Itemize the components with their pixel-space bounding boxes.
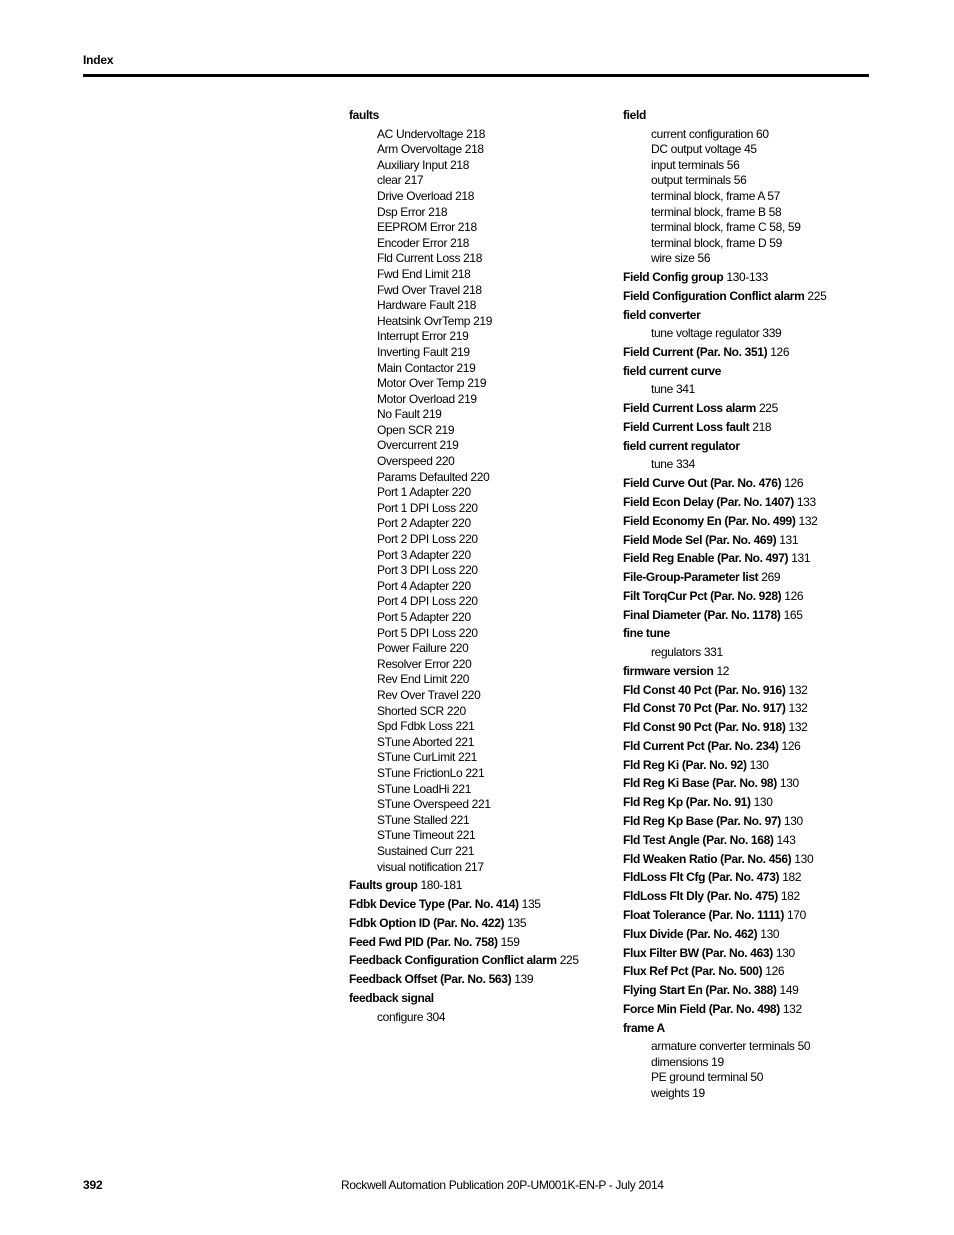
index-subentry: terminal block, frame A 57: [651, 188, 780, 203]
index-entry: [623, 852, 873, 868]
index-page-ref: 132: [782, 1001, 802, 1016]
index-subentry: Overcurrent 219: [377, 438, 459, 453]
index-entry: [623, 664, 873, 680]
index-subentry: output terminals 56: [651, 173, 747, 188]
index-term: Fld Test Angle (Par. No. 168): [623, 832, 774, 847]
index-subentry: EEPROM Error 218: [377, 220, 477, 235]
index-term: Flux Ref Pct (Par. No. 500): [623, 964, 763, 979]
index-subentry: Port 5 DPI Loss 220: [377, 625, 478, 640]
index-subentry: current configuration 60: [651, 126, 769, 141]
index-entry: [623, 570, 873, 586]
index-term: Field Config group: [623, 270, 724, 285]
index-term: Fld Const 40 Pct (Par. No. 916): [623, 682, 786, 697]
index-subentry: visual notification 217: [377, 859, 484, 874]
index-subentry: terminal block, frame C 58, 59: [651, 220, 801, 235]
index-entry: [623, 683, 873, 699]
index-term: Field Economy En (Par. No. 499): [623, 513, 796, 528]
index-entry: [623, 495, 873, 511]
index-subentry: dimensions 19: [651, 1054, 724, 1069]
index-subentry: tune 341: [651, 382, 695, 397]
index-subentry: Encoder Error 218: [377, 235, 470, 250]
index-page-ref: 130: [783, 814, 803, 829]
index-page-ref: 126: [770, 345, 790, 360]
index-page-ref: 269: [761, 570, 781, 585]
index-term: feedback signal: [349, 990, 434, 1005]
publication-info: Rockwell Automation Publication 20P-UM001K-EN-P - July 2014: [341, 1178, 664, 1192]
index-page-ref: 159: [500, 934, 520, 949]
index-entry: [623, 833, 873, 849]
index-term: Faults group: [349, 878, 418, 893]
index-term: field current curve: [623, 363, 722, 378]
index-term: File-Group-Parameter list: [623, 570, 759, 585]
index-term: Field Curve Out (Par. No. 476): [623, 476, 782, 491]
index-term: field current regulator: [623, 438, 740, 453]
index-subentry: STune Overspeed 221: [377, 797, 491, 812]
index-page-ref: 225: [758, 401, 778, 416]
index-subentry: STune Aborted 221: [377, 734, 475, 749]
index-column-right: [623, 108, 873, 1102]
index-term: Field Econ Delay (Par. No. 1407): [623, 494, 794, 509]
index-entry: [349, 991, 599, 1007]
index-subentry: Fwd Over Travel 218: [377, 282, 482, 297]
index-entry: [349, 108, 599, 124]
index-entry: [623, 889, 873, 905]
index-page-ref: 182: [782, 870, 802, 885]
index-page-ref: 132: [788, 682, 808, 697]
index-entry: [623, 364, 873, 380]
index-entry: [623, 608, 873, 624]
index-page-ref: 132: [788, 701, 808, 716]
index-term: Float Tolerance (Par. No. 1111): [623, 907, 784, 922]
index-term: Fld Reg Ki Base (Par. No. 98): [623, 776, 777, 791]
index-subentry: Open SCR 219: [377, 422, 455, 437]
index-page-ref: 12: [716, 663, 730, 678]
index-subentry: terminal block, frame D 59: [651, 235, 782, 250]
index-subentry: regulators 331: [651, 645, 723, 659]
header-rule: [83, 74, 869, 77]
index-subentry: STune CurLimit 221: [377, 750, 477, 765]
index-page-ref: 130: [794, 851, 814, 866]
index-subentry: Port 1 DPI Loss 220: [377, 500, 478, 515]
index-subentry: Sustained Curr 221: [377, 843, 475, 858]
index-term: Field Current Loss fault: [623, 420, 750, 434]
index-subentry: Port 5 Adapter 220: [377, 610, 471, 624]
index-term: Feed Fwd PID (Par. No. 758): [349, 934, 498, 949]
index-subentry: DC output voltage 45: [651, 142, 757, 157]
index-term: Field Mode Sel (Par. No. 469): [623, 532, 777, 547]
index-term: field: [623, 108, 646, 122]
index-subentry: Interrupt Error 219: [377, 329, 469, 344]
index-page-ref: 126: [784, 588, 804, 603]
index-subentry: Port 4 DPI Loss 220: [377, 594, 478, 609]
index-term: Force Min Field (Par. No. 498): [623, 1001, 780, 1016]
page-number: 392: [83, 1178, 103, 1192]
index-term: faults: [349, 108, 379, 122]
index-column-left: [349, 108, 599, 1025]
index-subentry: configure 304: [377, 1009, 446, 1024]
index-page-ref: 225: [807, 288, 827, 303]
index-subentry: Port 2 Adapter 220: [377, 516, 471, 531]
index-subentry: input terminals 56: [651, 157, 740, 172]
index-entry: [349, 878, 599, 894]
index-term: Fld Const 70 Pct (Par. No. 917): [623, 701, 786, 716]
index-term: Field Configuration Conflict alarm: [623, 288, 805, 303]
index-entry: [623, 701, 873, 717]
index-subentry: clear 217: [377, 173, 424, 188]
index-term: fine tune: [623, 626, 670, 641]
index-entry: [349, 972, 599, 988]
index-subentry: weights 19: [651, 1086, 705, 1100]
index-subentry: No Fault 219: [377, 407, 442, 422]
index-subentry: STune FrictionLo 221: [377, 765, 485, 780]
index-term: Feedback Offset (Par. No. 563): [349, 972, 512, 987]
index-subentry: Hardware Fault 218: [377, 298, 477, 313]
index-entry: [623, 420, 873, 436]
index-subentry: Port 1 Adapter 220: [377, 485, 471, 500]
index-page-ref: 130: [749, 757, 769, 772]
index-subentry: PE ground terminal 50: [651, 1070, 764, 1085]
index-page-ref: 130: [760, 926, 780, 941]
index-subentry: Params Defaulted 220: [377, 469, 490, 484]
index-page-ref: 149: [779, 983, 799, 998]
index-subentry: Port 3 DPI Loss 220: [377, 563, 478, 578]
index-subentry: AC Undervoltage 218: [377, 126, 486, 141]
index-page-ref: 131: [791, 551, 811, 566]
index-page-ref: 132: [798, 513, 818, 528]
index-entry: [623, 739, 873, 755]
index-subentry: STune LoadHi 221: [377, 781, 472, 796]
index-term: Feedback Configuration Conflict alarm: [349, 953, 557, 968]
index-entry: [623, 626, 873, 642]
index-page-ref: 133: [796, 494, 816, 509]
index-entry: [623, 289, 873, 305]
index-entry: [623, 908, 873, 924]
index-subentry: armature converter terminals 50: [651, 1039, 811, 1054]
index-subentry: Port 2 DPI Loss 220: [377, 532, 478, 547]
index-page-ref: 126: [765, 964, 785, 979]
index-subentry: Heatsink OvrTemp 219: [377, 313, 493, 328]
index-term: Fld Current Pct (Par. No. 234): [623, 738, 779, 753]
index-entry: [623, 964, 873, 980]
index-term: frame A: [623, 1020, 665, 1035]
index-entry: [623, 270, 873, 286]
index-page-ref: 135: [507, 915, 527, 930]
index-term: Fld Reg Ki (Par. No. 92): [623, 757, 747, 772]
index-subentry: Rev Over Travel 220: [377, 687, 481, 702]
index-entry: [623, 758, 873, 774]
index-entry: [349, 916, 599, 932]
index-entry: [623, 108, 873, 124]
index-subentry: Drive Overload 218: [377, 188, 475, 203]
index-term: Filt TorqCur Pct (Par. No. 928): [623, 588, 782, 603]
index-entry: [623, 589, 873, 605]
index-page-ref: 218: [752, 420, 772, 434]
index-subentry: Main Contactor 219: [377, 360, 476, 375]
index-term: Fld Weaken Ratio (Par. No. 456): [623, 851, 792, 866]
index-subentry: Fld Current Loss 218: [377, 251, 483, 266]
index-term: Fdbk Option ID (Par. No. 422): [349, 915, 505, 930]
index-subentry: Auxiliary Input 218: [377, 157, 470, 172]
index-entry: [623, 870, 873, 886]
index-subentry: Overspeed 220: [377, 454, 455, 469]
index-entry: [623, 946, 873, 962]
index-page-ref: 143: [776, 832, 796, 847]
index-term: Field Current (Par. No. 351): [623, 345, 768, 360]
index-term: Fld Reg Kp Base (Par. No. 97): [623, 814, 781, 829]
index-entry: [623, 983, 873, 999]
index-entry: [623, 476, 873, 492]
index-subentry: Rev End Limit 220: [377, 672, 470, 687]
index-term: Fld Reg Kp (Par. No. 91): [623, 795, 751, 810]
index-page-ref: 135: [521, 897, 541, 912]
index-entry: [623, 401, 873, 417]
index-entry: [623, 1002, 873, 1018]
index-entry: [623, 308, 873, 324]
index-page-ref: 130: [779, 776, 799, 791]
index-entry: [623, 814, 873, 830]
index-term: Flying Start En (Par. No. 388): [623, 983, 777, 998]
index-page-ref: 170: [786, 907, 806, 922]
index-page-ref: 126: [781, 738, 801, 753]
index-subentry: Resolver Error 220: [377, 656, 472, 671]
index-term: FldLoss Flt Cfg (Par. No. 473): [623, 870, 780, 885]
index-subentry: Dsp Error 218: [377, 204, 448, 219]
index-term: Fld Const 90 Pct (Par. No. 918): [623, 720, 786, 735]
index-term: Flux Divide (Par. No. 462): [623, 926, 758, 941]
index-subentry: Inverting Fault 219: [377, 344, 470, 359]
index-entry: [623, 551, 873, 567]
index-subentry: Fwd End Limit 218: [377, 266, 471, 281]
index-entry: [623, 776, 873, 792]
index-page-ref: 130-133: [726, 270, 768, 285]
index-entry: [623, 345, 873, 361]
index-term: Field Current Loss alarm: [623, 401, 756, 416]
index-entry: [349, 935, 599, 951]
index-term: Field Reg Enable (Par. No. 497): [623, 551, 789, 566]
index-page-ref: 225: [559, 953, 579, 968]
index-subentry: Motor Overload 219: [377, 391, 477, 406]
index-page-ref: 130: [753, 795, 773, 810]
index-term: Final Diameter (Par. No. 1178): [623, 607, 781, 622]
index-entry: [623, 439, 873, 455]
index-page-ref: 132: [788, 720, 808, 735]
index-page-ref: 130: [775, 945, 795, 960]
index-entry: [623, 1021, 873, 1037]
index-term: field converter: [623, 307, 701, 322]
index-subentry: Power Failure 220: [377, 641, 469, 656]
index-subentry: tune 334: [651, 457, 695, 472]
running-header: Index: [83, 53, 114, 67]
index-term: firmware version: [623, 663, 714, 678]
index-subentry: Shorted SCR 220: [377, 703, 466, 718]
index-subentry: Port 4 Adapter 220: [377, 578, 471, 593]
index-entry: [623, 533, 873, 549]
index-entry: [349, 897, 599, 913]
index-entry: [623, 795, 873, 811]
index-page-ref: 126: [784, 476, 804, 491]
index-entry: [623, 720, 873, 736]
index-page-ref: 131: [779, 532, 799, 547]
index-subentry: STune Timeout 221: [377, 828, 476, 843]
index-term: Fdbk Device Type (Par. No. 414): [349, 897, 519, 912]
index-page-ref: 182: [780, 889, 800, 904]
index-term: Flux Filter BW (Par. No. 463): [623, 945, 773, 960]
index-subentry: Spd Fdbk Loss 221: [377, 719, 475, 734]
index-subentry: Motor Over Temp 219: [377, 376, 487, 391]
index-term: FldLoss Flt Dly (Par. No. 475): [623, 889, 778, 904]
index-entry: [349, 953, 599, 969]
index-entry: [623, 514, 873, 530]
index-subentry: Port 3 Adapter 220: [377, 547, 471, 562]
index-page-ref: 165: [783, 607, 803, 622]
index-subentry: wire size 56: [651, 251, 711, 266]
index-page-ref: 139: [514, 972, 534, 987]
index-subentry: STune Stalled 221: [377, 812, 470, 827]
index-page-ref: 180-181: [420, 878, 463, 893]
index-subentry: Arm Overvoltage 218: [377, 142, 484, 157]
index-entry: [623, 927, 873, 943]
index-subentry: terminal block, frame B 58: [651, 204, 782, 219]
index-subentry: tune voltage regulator 339: [651, 326, 782, 341]
